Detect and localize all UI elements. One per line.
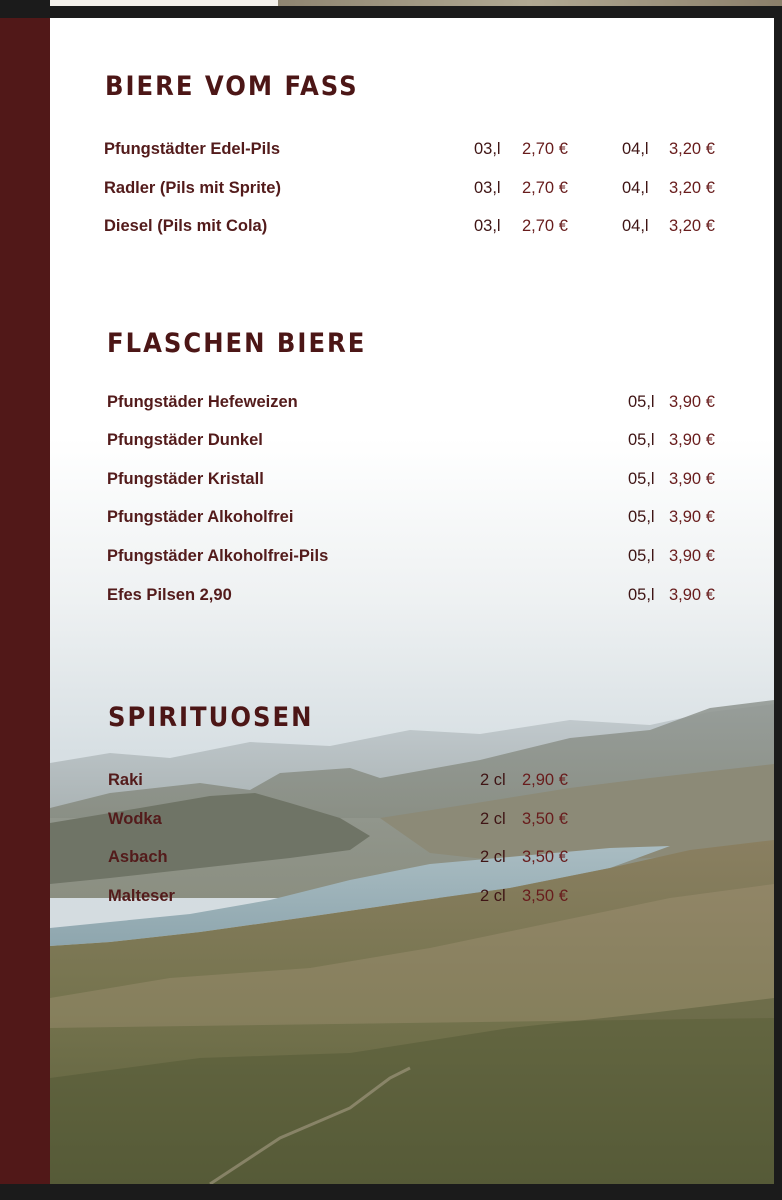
item-price: 3,50 €	[522, 887, 568, 905]
menu-item	[104, 175, 724, 201]
menu-item	[107, 427, 727, 453]
menu-item	[108, 767, 728, 793]
item-price-small: 2,70 €	[522, 140, 568, 158]
top-edge-photo	[278, 0, 782, 6]
menu-item	[107, 543, 727, 569]
item-volume: 05,l	[628, 547, 655, 565]
menu-item	[107, 466, 727, 492]
item-price-small: 2,70 €	[522, 179, 568, 197]
item-name: Raki	[108, 771, 143, 789]
item-volume-large: 04,l	[622, 217, 649, 235]
item-volume-small: 03,l	[474, 140, 501, 158]
item-price: 3,90 €	[669, 470, 715, 488]
item-name: Pfungstäder Hefeweizen	[107, 393, 298, 411]
item-price: 2,90 €	[522, 771, 568, 789]
menu-item	[107, 389, 727, 415]
section-title-biere-vom-fass: BIERE VOM FASS	[105, 71, 359, 102]
item-volume: 05,l	[628, 431, 655, 449]
item-name: Efes Pilsen 2,90	[107, 586, 232, 604]
item-volume: 2 cl	[480, 771, 506, 789]
item-volume: 2 cl	[480, 848, 506, 866]
menu-item	[108, 844, 728, 870]
item-name: Pfungstäder Kristall	[107, 470, 264, 488]
item-volume: 2 cl	[480, 887, 506, 905]
item-volume-large: 04,l	[622, 140, 649, 158]
item-price: 3,90 €	[669, 508, 715, 526]
item-price-large: 3,20 €	[669, 140, 715, 158]
item-price-small: 2,70 €	[522, 217, 568, 235]
menu-item	[107, 504, 727, 530]
item-volume: 2 cl	[480, 810, 506, 828]
section-title-flaschen-biere: FLASCHEN BIERE	[107, 328, 367, 359]
item-price-large: 3,20 €	[669, 179, 715, 197]
menu-item	[108, 883, 728, 909]
item-name: Diesel (Pils mit Cola)	[104, 217, 268, 235]
item-volume: 05,l	[628, 508, 655, 526]
menu-item	[107, 582, 727, 608]
item-name: Asbach	[108, 848, 168, 866]
menu-item	[108, 806, 728, 832]
item-price: 3,50 €	[522, 848, 568, 866]
item-price: 3,90 €	[669, 547, 715, 565]
menu-page	[50, 18, 774, 1184]
item-volume-large: 04,l	[622, 179, 649, 197]
item-price: 3,50 €	[522, 810, 568, 828]
item-price: 3,90 €	[669, 393, 715, 411]
section-title-spirituosen: SPIRITUOSEN	[108, 702, 314, 733]
item-price-large: 3,20 €	[669, 217, 715, 235]
item-volume: 05,l	[628, 393, 655, 411]
item-volume: 05,l	[628, 470, 655, 488]
item-price: 3,90 €	[669, 586, 715, 604]
menu-side-band	[0, 18, 50, 1184]
item-name: Pfungstäder Alkoholfrei-Pils	[107, 547, 329, 565]
item-name: Wodka	[108, 810, 162, 828]
item-volume: 05,l	[628, 586, 655, 604]
item-name: Pfungstädter Edel-Pils	[104, 140, 281, 158]
item-name: Pfungstäder Alkoholfrei	[107, 508, 294, 526]
item-name: Radler (Pils mit Sprite)	[104, 179, 281, 197]
top-edge-light	[50, 0, 278, 6]
menu-item	[104, 213, 724, 239]
item-volume-small: 03,l	[474, 217, 501, 235]
item-volume-small: 03,l	[474, 179, 501, 197]
menu-item	[104, 136, 724, 162]
item-name: Pfungstäder Dunkel	[107, 431, 263, 449]
item-price: 3,90 €	[669, 431, 715, 449]
item-name: Malteser	[108, 887, 175, 905]
